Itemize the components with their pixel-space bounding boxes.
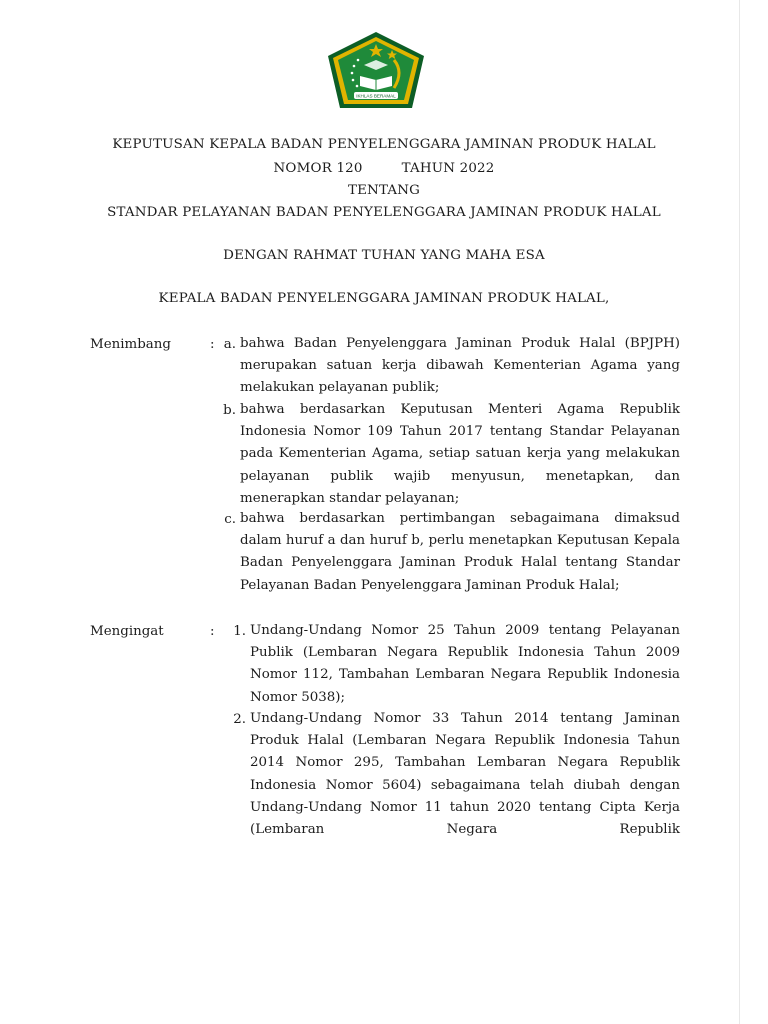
mengingat-item-2: Undang-Undang Nomor 33 Tahun 2014 tentang Jaminan Produk Halal (Lembaran Negara Republik Indonesia Tahun 2014 Nomor 295, Tambahan Lembaran Negara Republik Indonesia Nomor 5604) sebagaimana telah diubah dengan Undang-Undang Nomor 11 tahun 2020 tentang Cipta Kerja (Lembaran Negara Republik <box>250 711 680 838</box>
mengingat-label: Mengingat <box>90 624 164 639</box>
nomor-value: 120 <box>336 161 363 176</box>
decree-title: KEPUTUSAN KEPALA BADAN PENYELENGGARA JAMINAN PRODUK HALAL <box>112 137 656 152</box>
tahun-label: TAHUN <box>401 161 456 176</box>
menimbang-marker-a: a. <box>223 337 236 352</box>
logo-motto: IKHLAS BERAMAL <box>356 93 396 99</box>
menimbang-item-b: bahwa berdasarkan Keputusan Menteri Agama Republik Indonesia Nomor 109 Tahun 2017 tentang Standar Pelayanan pada Kementerian Agama, setiap satuan kerja yang melakukan pelayanan publik wajib menyusun, menetapkan, dan menerapkan standar pelayanan; <box>240 402 680 506</box>
menimbang-marker-b: b. <box>223 403 236 418</box>
kemenag-emblem-icon <box>324 30 428 112</box>
scan-edge <box>739 0 740 1024</box>
mengingat-marker-1: 1. <box>233 624 246 639</box>
nomor-label: NOMOR <box>273 161 332 176</box>
decree-number <box>0 161 768 176</box>
tahun-value: 2022 <box>459 161 495 176</box>
tentang-label: TENTANG <box>347 183 421 198</box>
mengingat-colon: : <box>210 624 215 639</box>
menimbang-label: Menimbang <box>90 337 171 352</box>
menimbang-item-a: bahwa Badan Penyelenggara Jaminan Produk Halal (BPJPH) merupakan satuan kerja dibawah Kementerian Agama yang melakukan pelayanan publik; <box>240 336 680 396</box>
menimbang-colon: : <box>210 337 215 352</box>
menimbang-item-c: bahwa berdasarkan pertimbangan sebagaimana dimaksud dalam huruf a dan huruf b, perlu menetapkan Keputusan Kepala Badan Penyelenggara Jaminan Produk Halal tentang Standar Pelayanan Badan Penyelenggara Jaminan Produk Halal; <box>240 511 680 593</box>
menimbang-marker-c: c. <box>224 512 236 527</box>
decree-subject: STANDAR PELAYANAN BADAN PENYELENGGARA JAMINAN PRODUK HALAL <box>107 205 661 220</box>
mengingat-item-1: Undang-Undang Nomor 25 Tahun 2009 tentang Pelayanan Publik (Lembaran Negara Republik Indonesia Tahun 2009 Nomor 112, Tambahan Lembaran Negara Republik Indonesia Nomor 5038); <box>250 623 680 705</box>
mengingat-marker-2: 2. <box>233 712 246 727</box>
invocation: DENGAN RAHMAT TUHAN YANG MAHA ESA <box>223 248 545 263</box>
authority: KEPALA BADAN PENYELENGGARA JAMINAN PRODUK HALAL, <box>158 291 610 306</box>
